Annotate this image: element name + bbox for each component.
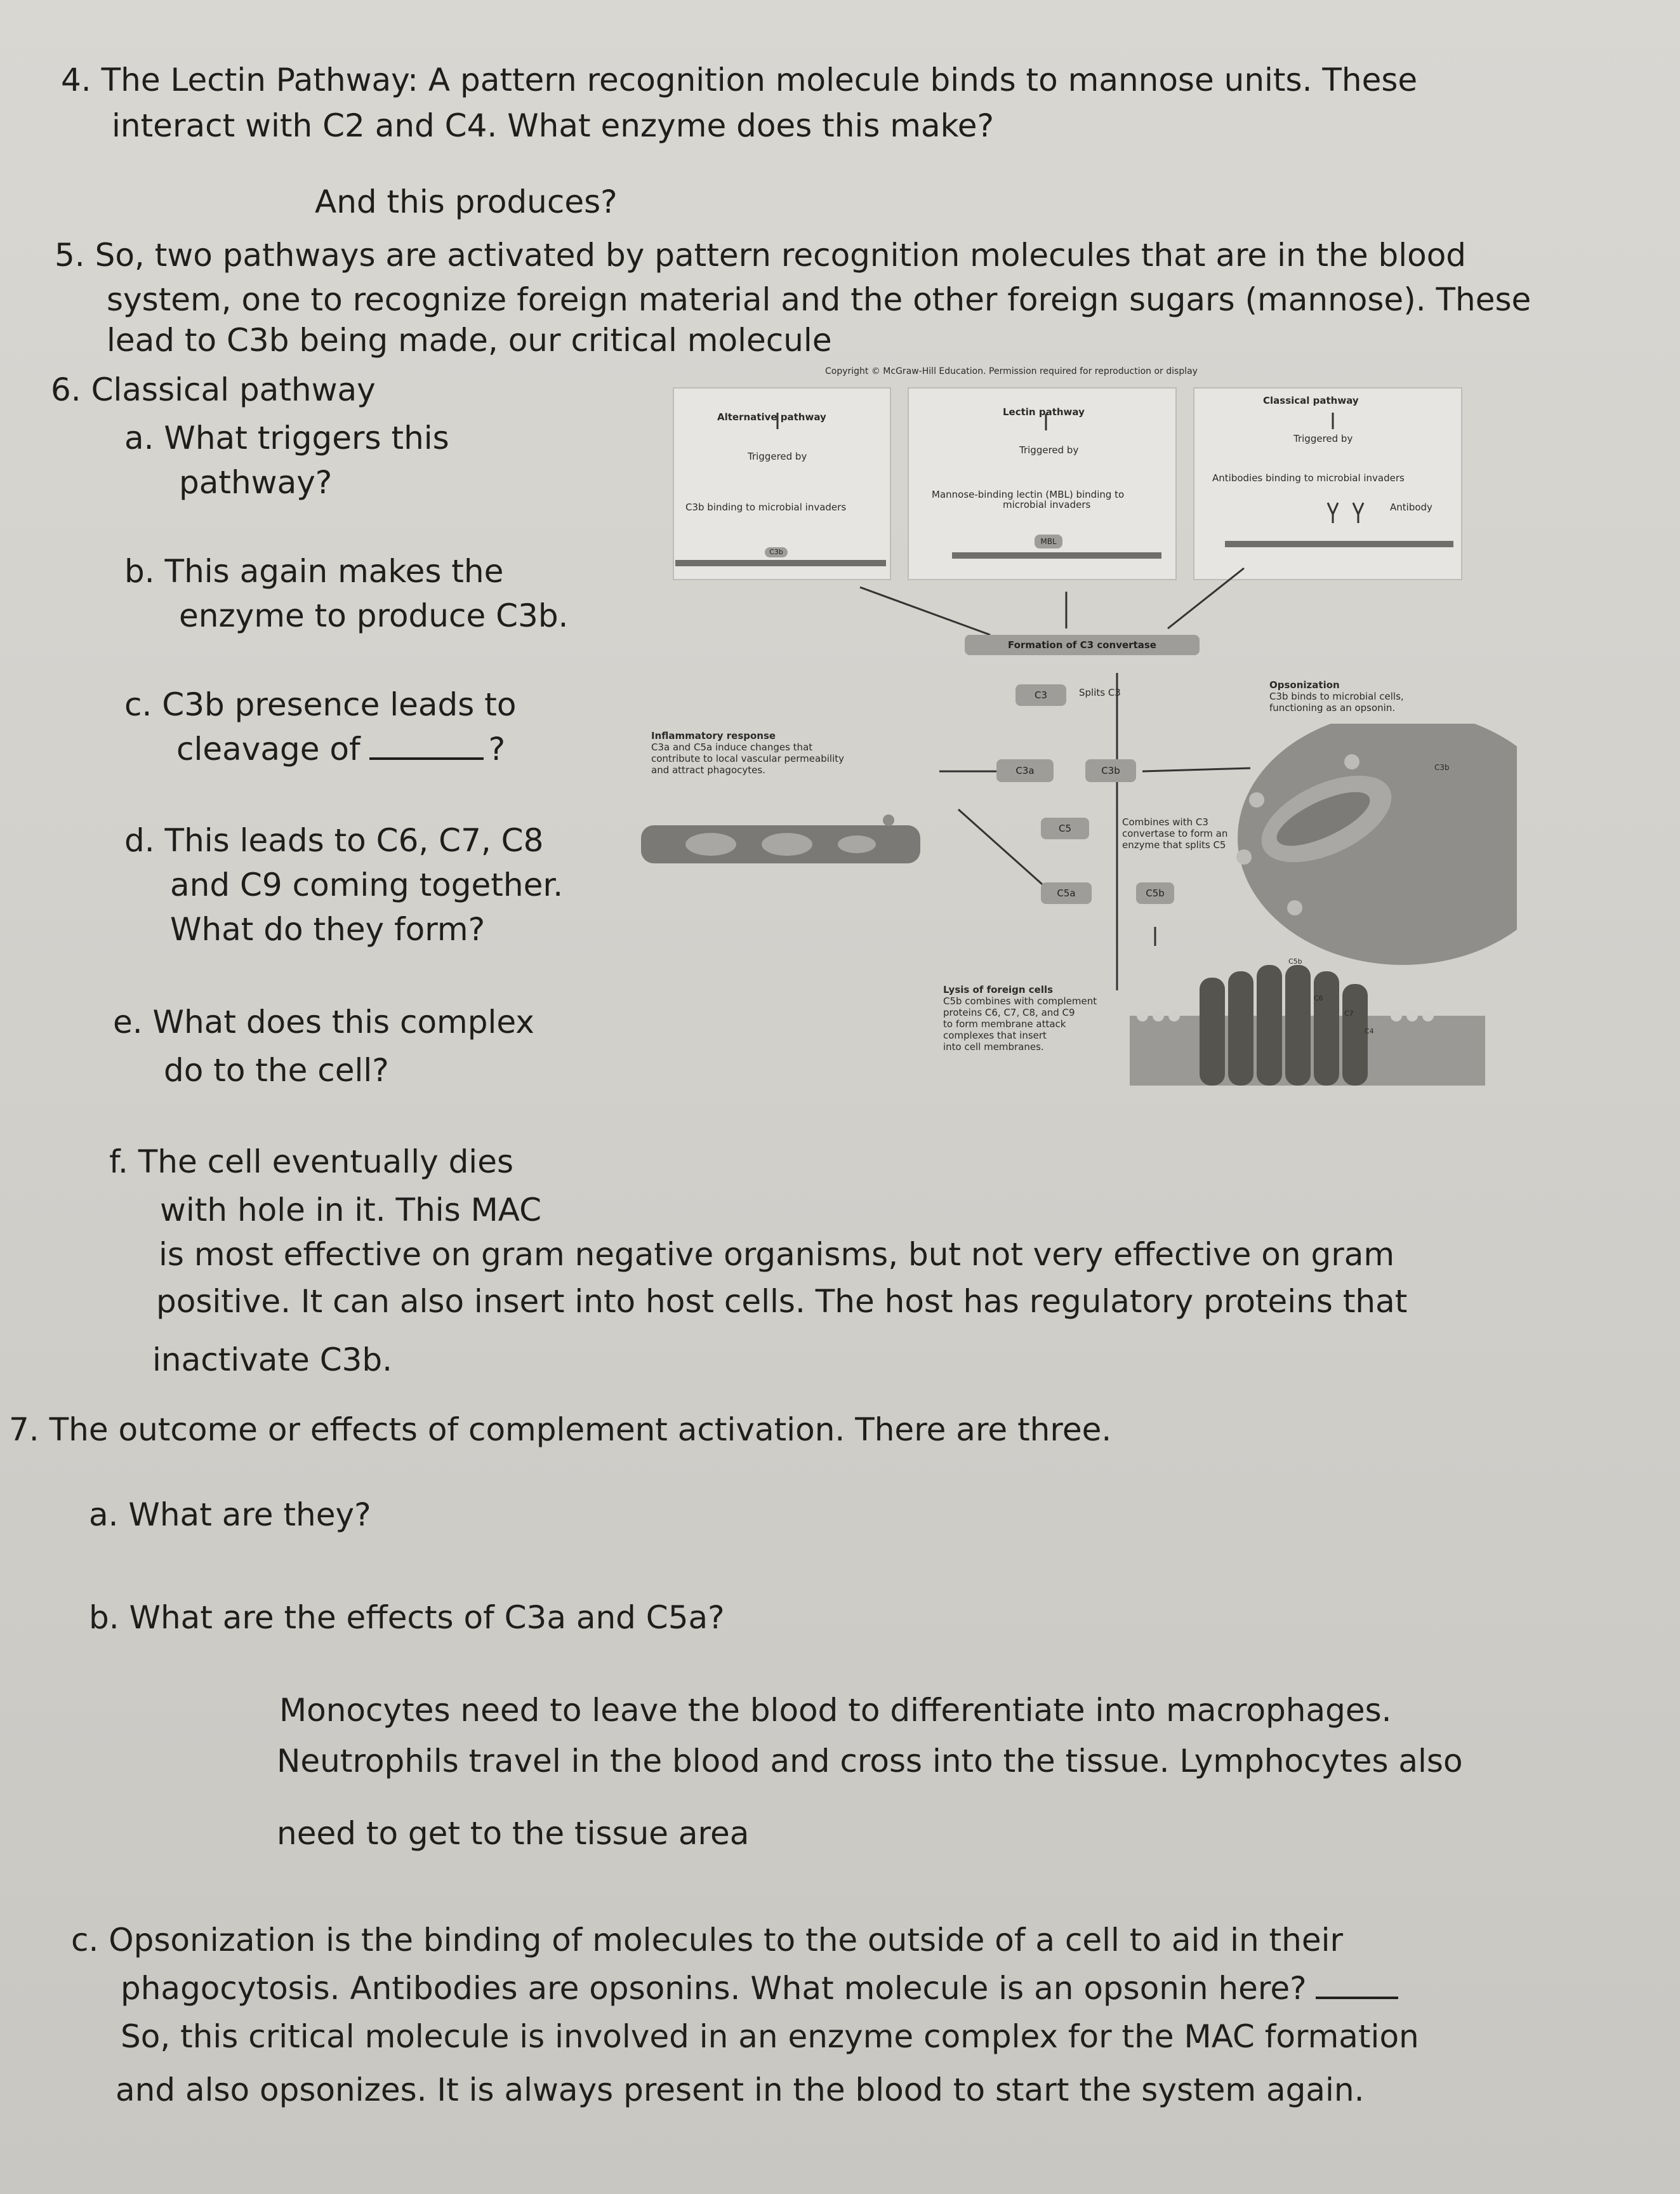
q4-line3: And this produces? — [315, 183, 618, 220]
c3b-node: C3b — [1085, 759, 1136, 782]
inflammatory-title: Inflammatory response — [651, 730, 776, 741]
lysis-desc-2: proteins C6, C7, C8, and C9 — [943, 1007, 1075, 1018]
q4-line1: 4. The Lectin Pathway: A pattern recognition molecule binds to mannose units. These — [61, 62, 1418, 98]
c5b-on-mac-label: C5b — [1288, 957, 1302, 966]
c4-label: C4 — [1365, 1027, 1374, 1035]
classical-desc: Antibodies binding to microbial invaders — [1212, 472, 1405, 484]
q6f-line1: f. The cell eventually dies — [109, 1143, 514, 1180]
q7b-note1: Monocytes need to leave the blood to differentiate into macrophages. — [279, 1692, 1392, 1729]
c7-label: C7 — [1344, 1009, 1354, 1018]
q6e-line1: e. What does this complex — [113, 1004, 534, 1040]
alternative-c3b-tag: C3b — [765, 547, 788, 557]
q7b-note2: Neutrophils travel in the blood and cross into the tissue. Lymphocytes also — [277, 1743, 1463, 1779]
c3-convertase-label: Formation of C3 convertase — [965, 635, 1200, 655]
q6f-line4: positive. It can also insert into host cells. The host has regulatory proteins that — [156, 1283, 1408, 1320]
q6d-line2: and C9 coming together. — [170, 867, 564, 903]
q6a-line2: pathway? — [179, 464, 333, 501]
inflammatory-desc-2: contribute to local vascular permeability — [651, 753, 844, 764]
q6-title: 6. Classical pathway — [51, 371, 376, 408]
combines-desc-1: Combines with C3 — [1122, 816, 1208, 828]
lectin-desc-2: microbial invaders — [1003, 499, 1091, 510]
q6f-line2: with hole in it. This MAC — [160, 1192, 542, 1228]
q6c-text: cleavage of — [176, 731, 360, 768]
c5-node: C5 — [1041, 818, 1089, 839]
lysis-desc-5: into cell membranes. — [943, 1041, 1044, 1053]
alternative-triggered: Triggered by — [748, 451, 807, 462]
combines-desc-2: convertase to form an — [1122, 828, 1228, 839]
opsonization-desc-2: functioning as an opsonin. — [1269, 702, 1396, 714]
lectin-title: Lectin pathway — [1003, 406, 1085, 418]
q5-line1: 5. So, two pathways are activated by pattern recognition molecules that are in the blood — [55, 237, 1467, 274]
q6b-line1: b. This again makes the — [124, 553, 504, 590]
opsonization-title: Opsonization — [1269, 679, 1340, 691]
q4-line2: interact with C2 and C4. What enzyme does this make? — [112, 107, 995, 144]
q5-line2: system, one to recognize foreign material and the other foreign sugars (mannose). These — [107, 281, 1531, 318]
blood-vessel-icon — [641, 813, 933, 870]
splits-c3-label: Splits C3 — [1079, 687, 1121, 698]
lysis-desc-4: complexes that insert — [943, 1030, 1047, 1041]
q6c-line2 — [176, 730, 505, 768]
classical-triggered: Triggered by — [1293, 433, 1353, 444]
alternative-title: Alternative pathway — [717, 411, 826, 423]
inflammatory-desc-3: and attract phagocytes. — [651, 764, 765, 776]
q6e-line2: do to the cell? — [164, 1052, 389, 1089]
c3-node: C3 — [1015, 684, 1066, 706]
lectin-triggered: Triggered by — [1019, 444, 1079, 456]
lysis-desc-1: C5b combines with complement — [943, 995, 1097, 1007]
q6d-line1: d. This leads to C6, C7, C8 — [124, 822, 544, 859]
q7a: a. What are they? — [89, 1496, 371, 1533]
alternative-desc: C3b binding to microbial invaders — [685, 502, 847, 513]
classical-title: Classical pathway — [1263, 395, 1359, 406]
c3a-node: C3a — [996, 759, 1054, 782]
q5-line3: lead to C3b being made, our critical molecule — [107, 322, 832, 359]
lysis-title: Lysis of foreign cells — [943, 984, 1054, 995]
membrane-attack-complex-icon — [1130, 952, 1485, 1098]
q7-title: 7. The outcome or effects of complement activation. There are three. — [9, 1411, 1112, 1448]
inflammatory-desc-1: C3a and C5a induce changes that — [651, 741, 813, 753]
q7c-answer-blank[interactable] — [1316, 1997, 1398, 1999]
q6c-line1: c. C3b presence leads to — [124, 686, 517, 723]
q6f-line3: is most effective on gram negative organisms, but not very effective on gram — [159, 1236, 1395, 1273]
c3b-on-cell-label: C3b — [1434, 763, 1450, 772]
q7b: b. What are the effects of C3a and C5a? — [89, 1599, 725, 1636]
combines-desc-3: enzyme that splits C5 — [1122, 839, 1226, 851]
complement-pathways-diagram — [635, 356, 1517, 1136]
lysis-desc-3: to form membrane attack — [943, 1018, 1066, 1030]
q6d-line3: What do they form? — [170, 911, 486, 948]
q7c-line4: and also opsonizes. It is always present in the blood to start the system again. — [116, 2071, 1365, 2108]
q7c-line1: c. Opsonization is the binding of molecules to the outside of a cell to aid in their — [71, 1922, 1344, 1958]
c5b-node: C5b — [1136, 882, 1174, 904]
q7b-note3: need to get to the tissue area — [277, 1815, 750, 1852]
lectin-mbl-tag: MBL — [1035, 535, 1062, 548]
antibody-label: Antibody — [1390, 502, 1432, 513]
q7c-line3: So, this critical molecule is involved in an enzyme complex for the MAC formation — [121, 2018, 1419, 2055]
q7c-line2 — [121, 1969, 1403, 2007]
q6b-line2: enzyme to produce C3b. — [179, 597, 569, 634]
opsonization-desc-1: C3b binds to microbial cells, — [1269, 691, 1404, 702]
lectin-desc-1: Mannose-binding lectin (MBL) binding to — [932, 489, 1125, 500]
diagram-copyright: Copyright © McGraw-Hill Education. Permission required for reproduction or display — [825, 366, 1198, 376]
q7c-text: phagocytosis. Antibodies are opsonins. What molecule is an opsonin here? — [121, 1970, 1307, 2007]
q6f-line5: inactivate C3b. — [152, 1341, 393, 1378]
q6c-qmark: ? — [488, 731, 506, 768]
q6a-line1: a. What triggers this — [124, 420, 449, 456]
q6c-answer-blank[interactable] — [369, 757, 484, 760]
c5a-node: C5a — [1041, 882, 1092, 904]
c6-label: C6 — [1314, 994, 1323, 1002]
